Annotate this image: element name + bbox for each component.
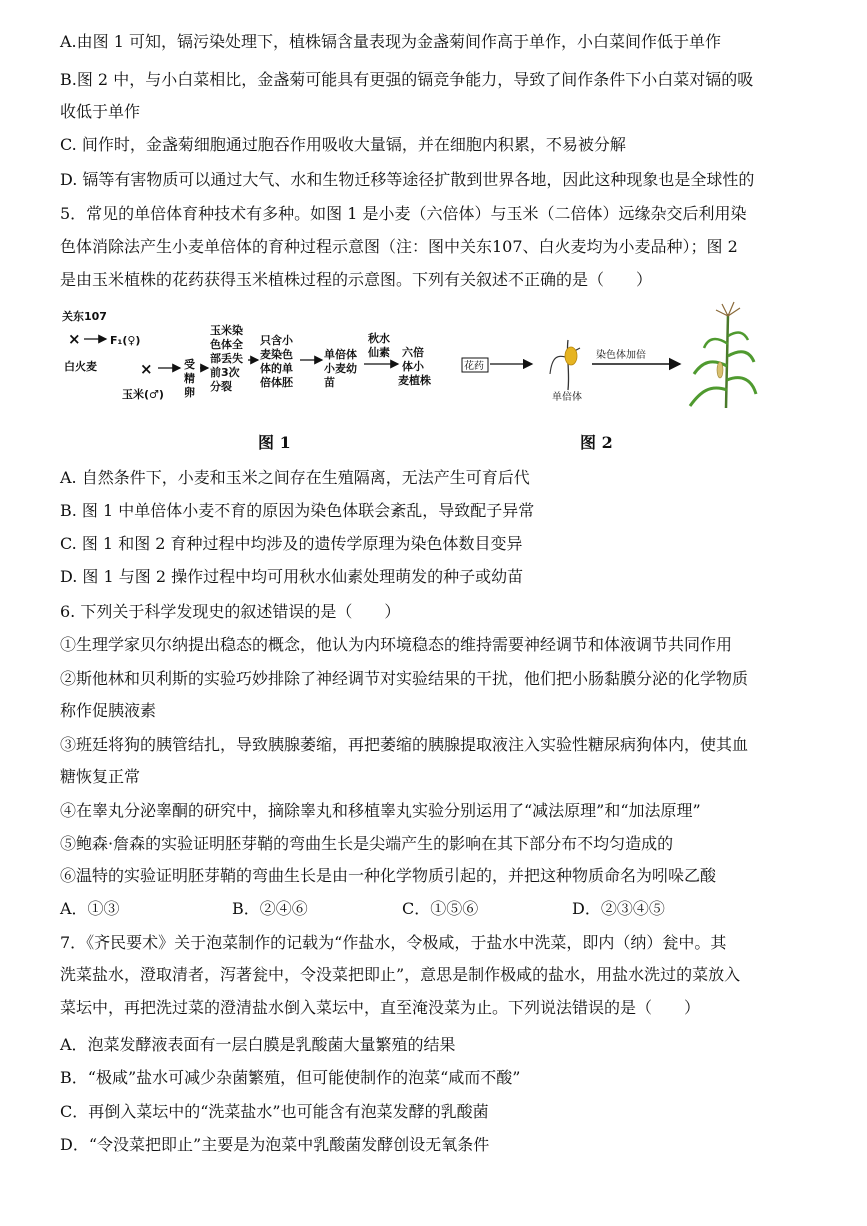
doubling-label: 染色体加倍 — [596, 350, 646, 361]
option-text: C. 间作时，金盏菊细胞通过胞吞作用吸收大量镉，并在细胞内积累，不易被分解 — [60, 135, 626, 154]
question-5-stem: 5．常见的单倍体育种技术有多种。如图 1 是小麦（六倍体）与玉米（二倍体）远缘杂交后利用染 — [60, 204, 747, 223]
option-text: B.图 2 中，与小白菜相比，金盏菊可能具有更强的镉竞争能力，导致了间作条件下小白菜对镉的吸 — [60, 70, 754, 89]
question-5-option: B. 图 1 中单倍体小麦不育的原因为染色体联会紊乱，导致配子异常 — [60, 501, 535, 520]
question-6-item: 称作促胰液素 — [60, 701, 157, 720]
question-7-stem: 洗菜盐水，澄取清者，泻著瓮中，令没菜把即止”，意思是制作极咸的盐水，用盐水洗过的菜放入 — [60, 965, 741, 984]
cross-symbol: × — [68, 330, 81, 348]
step3-label: 苗 — [324, 376, 335, 389]
step1-label: 色体全 — [210, 338, 243, 351]
step1-label: 玉米染 — [210, 324, 243, 337]
step1-label: 前3次 — [210, 366, 240, 379]
step4-label: 体小 — [402, 360, 424, 373]
step4-label: 麦植株 — [398, 374, 431, 387]
figure-2-caption: 图 2 — [580, 433, 613, 452]
step2-label: 倍体胚 — [260, 376, 293, 389]
fertilized-egg-label: 卵 — [184, 386, 195, 399]
step3-label: 单倍体 — [324, 348, 357, 361]
step1-label: 分裂 — [210, 380, 232, 393]
question-7-stem: 菜坛中，再把洗过菜的澄清盐水倒入菜坛中，直至淹没菜为止。下列说法错误的是（ ） — [60, 998, 701, 1017]
haploid-label: 单倍体 — [552, 392, 582, 403]
question-6-item: ③班廷将狗的胰管结扎，导致胰腺萎缩，再把萎缩的胰腺提取液注入实验性糖尿病狗体内，使其血 — [60, 735, 749, 754]
step1-label: 部丢失 — [210, 352, 243, 365]
question-6-item: 糖恢复正常 — [60, 767, 141, 786]
figure-2-diagram — [458, 300, 758, 410]
step2-label: 麦染色 — [260, 348, 293, 361]
colchicine-label: 秋水 — [368, 332, 390, 345]
question-7-option: A．泡菜发酵液表面有一层白膜是乳酸菌大量繁殖的结果 — [60, 1035, 456, 1054]
question-5-option: D. 图 1 与图 2 操作过程中均可用秋水仙素处理萌发的种子或幼苗 — [60, 567, 524, 586]
option-a: A．①③ — [60, 899, 120, 918]
fertilized-egg-label: 精 — [184, 372, 195, 385]
step2-label: 体的单 — [260, 362, 293, 375]
fertilized-egg-label: 受 — [184, 358, 195, 371]
option-text: D. 镉等有害物质可以通过大气、水和生物迁移等途径扩散到世界各地，因此这种现象也是全球性的 — [60, 170, 755, 189]
colchicine-label: 仙素 — [368, 346, 390, 359]
question-6-item: ⑤鲍森·詹森的实验证明胚芽鞘的弯曲生长是尖端产生的影响在其下部分布不均匀造成的 — [60, 834, 674, 853]
guandong-label: 关东107 — [62, 310, 107, 323]
question-5-stem: 是由玉米植株的花药获得玉米植株过程的示意图。下列有关叙述不正确的是（ ） — [60, 270, 653, 289]
question-7-option: D．“令没菜把即止”主要是为泡菜中乳酸菌发酵创设无氧条件 — [60, 1135, 490, 1154]
option-b: B．②④⑥ — [232, 899, 308, 918]
figure-1-diagram — [60, 306, 480, 416]
question-7-option: C．再倒入菜坛中的“洗菜盐水”也可能含有泡菜发酵的乳酸菌 — [60, 1102, 489, 1121]
question-6-item: ④在睾丸分泌睾酮的研究中，摘除睾丸和移植睾丸实验分别运用了“减法原理”和“加法原理” — [60, 801, 701, 820]
question-5-option: A. 自然条件下，小麦和玉米之间存在生殖隔离，无法产生可育后代 — [60, 468, 530, 487]
step3-label: 小麦幼 — [324, 362, 357, 375]
question-6-item: ⑥温特的实验证明胚芽鞘的弯曲生长是由一种化学物质引起的，并把这种物质命名为吲哚乙酸 — [60, 866, 717, 885]
option-text: 收低于单作 — [60, 102, 141, 121]
step2-label: 只含小 — [260, 334, 293, 347]
question-7-option: B．“极咸”盐水可减少杂菌繁殖，但可能使制作的泡菜“咸而不酸” — [60, 1068, 521, 1087]
question-6-item: ②斯他林和贝利斯的实验巧妙排除了神经调节对实验结果的干扰，他们把小肠黏膜分泌的化学物质 — [60, 669, 749, 688]
figure-1-caption: 图 1 — [258, 433, 291, 452]
question-7-stem: 7．《齐民要术》关于泡菜制作的记载为“作盐水，令极咸，于盐水中洗菜，即内（纳）瓮中。其 — [60, 933, 727, 952]
haploid-seedling-icon — [550, 340, 580, 390]
maize-plant-icon — [690, 302, 756, 408]
maize-label: 玉米(♂) — [122, 388, 164, 401]
question-6-item: ①生理学家贝尔纳提出稳态的概念，他认为内环境稳态的维持需要神经调节和体液调节共同作用 — [60, 635, 733, 654]
question-5-option: C. 图 1 和图 2 育种过程中均涉及的遗传学原理为染色体数目变异 — [60, 534, 523, 553]
f1-label: F₁(♀) — [110, 334, 141, 347]
question-5-stem: 色体消除法产生小麦单倍体的育种过程示意图（注：图中关东107、白火麦均为小麦品种）；图 2 — [60, 237, 738, 256]
option-text: A.由图 1 可知，镉污染处理下，植株镉含量表现为金盏菊间作高于单作，小白菜间作低于单作 — [60, 32, 721, 51]
option-c: C．①⑤⑥ — [402, 899, 479, 918]
option-d: D．②③④⑤ — [572, 899, 665, 918]
anther-label: 花药 — [464, 361, 484, 372]
question-6-stem: 6. 下列关于科学发现史的叙述错误的是（ ） — [60, 602, 401, 621]
cross-symbol: × — [140, 360, 153, 378]
step4-label: 六倍 — [402, 346, 424, 359]
baihuomai-label: 白火麦 — [64, 360, 97, 373]
